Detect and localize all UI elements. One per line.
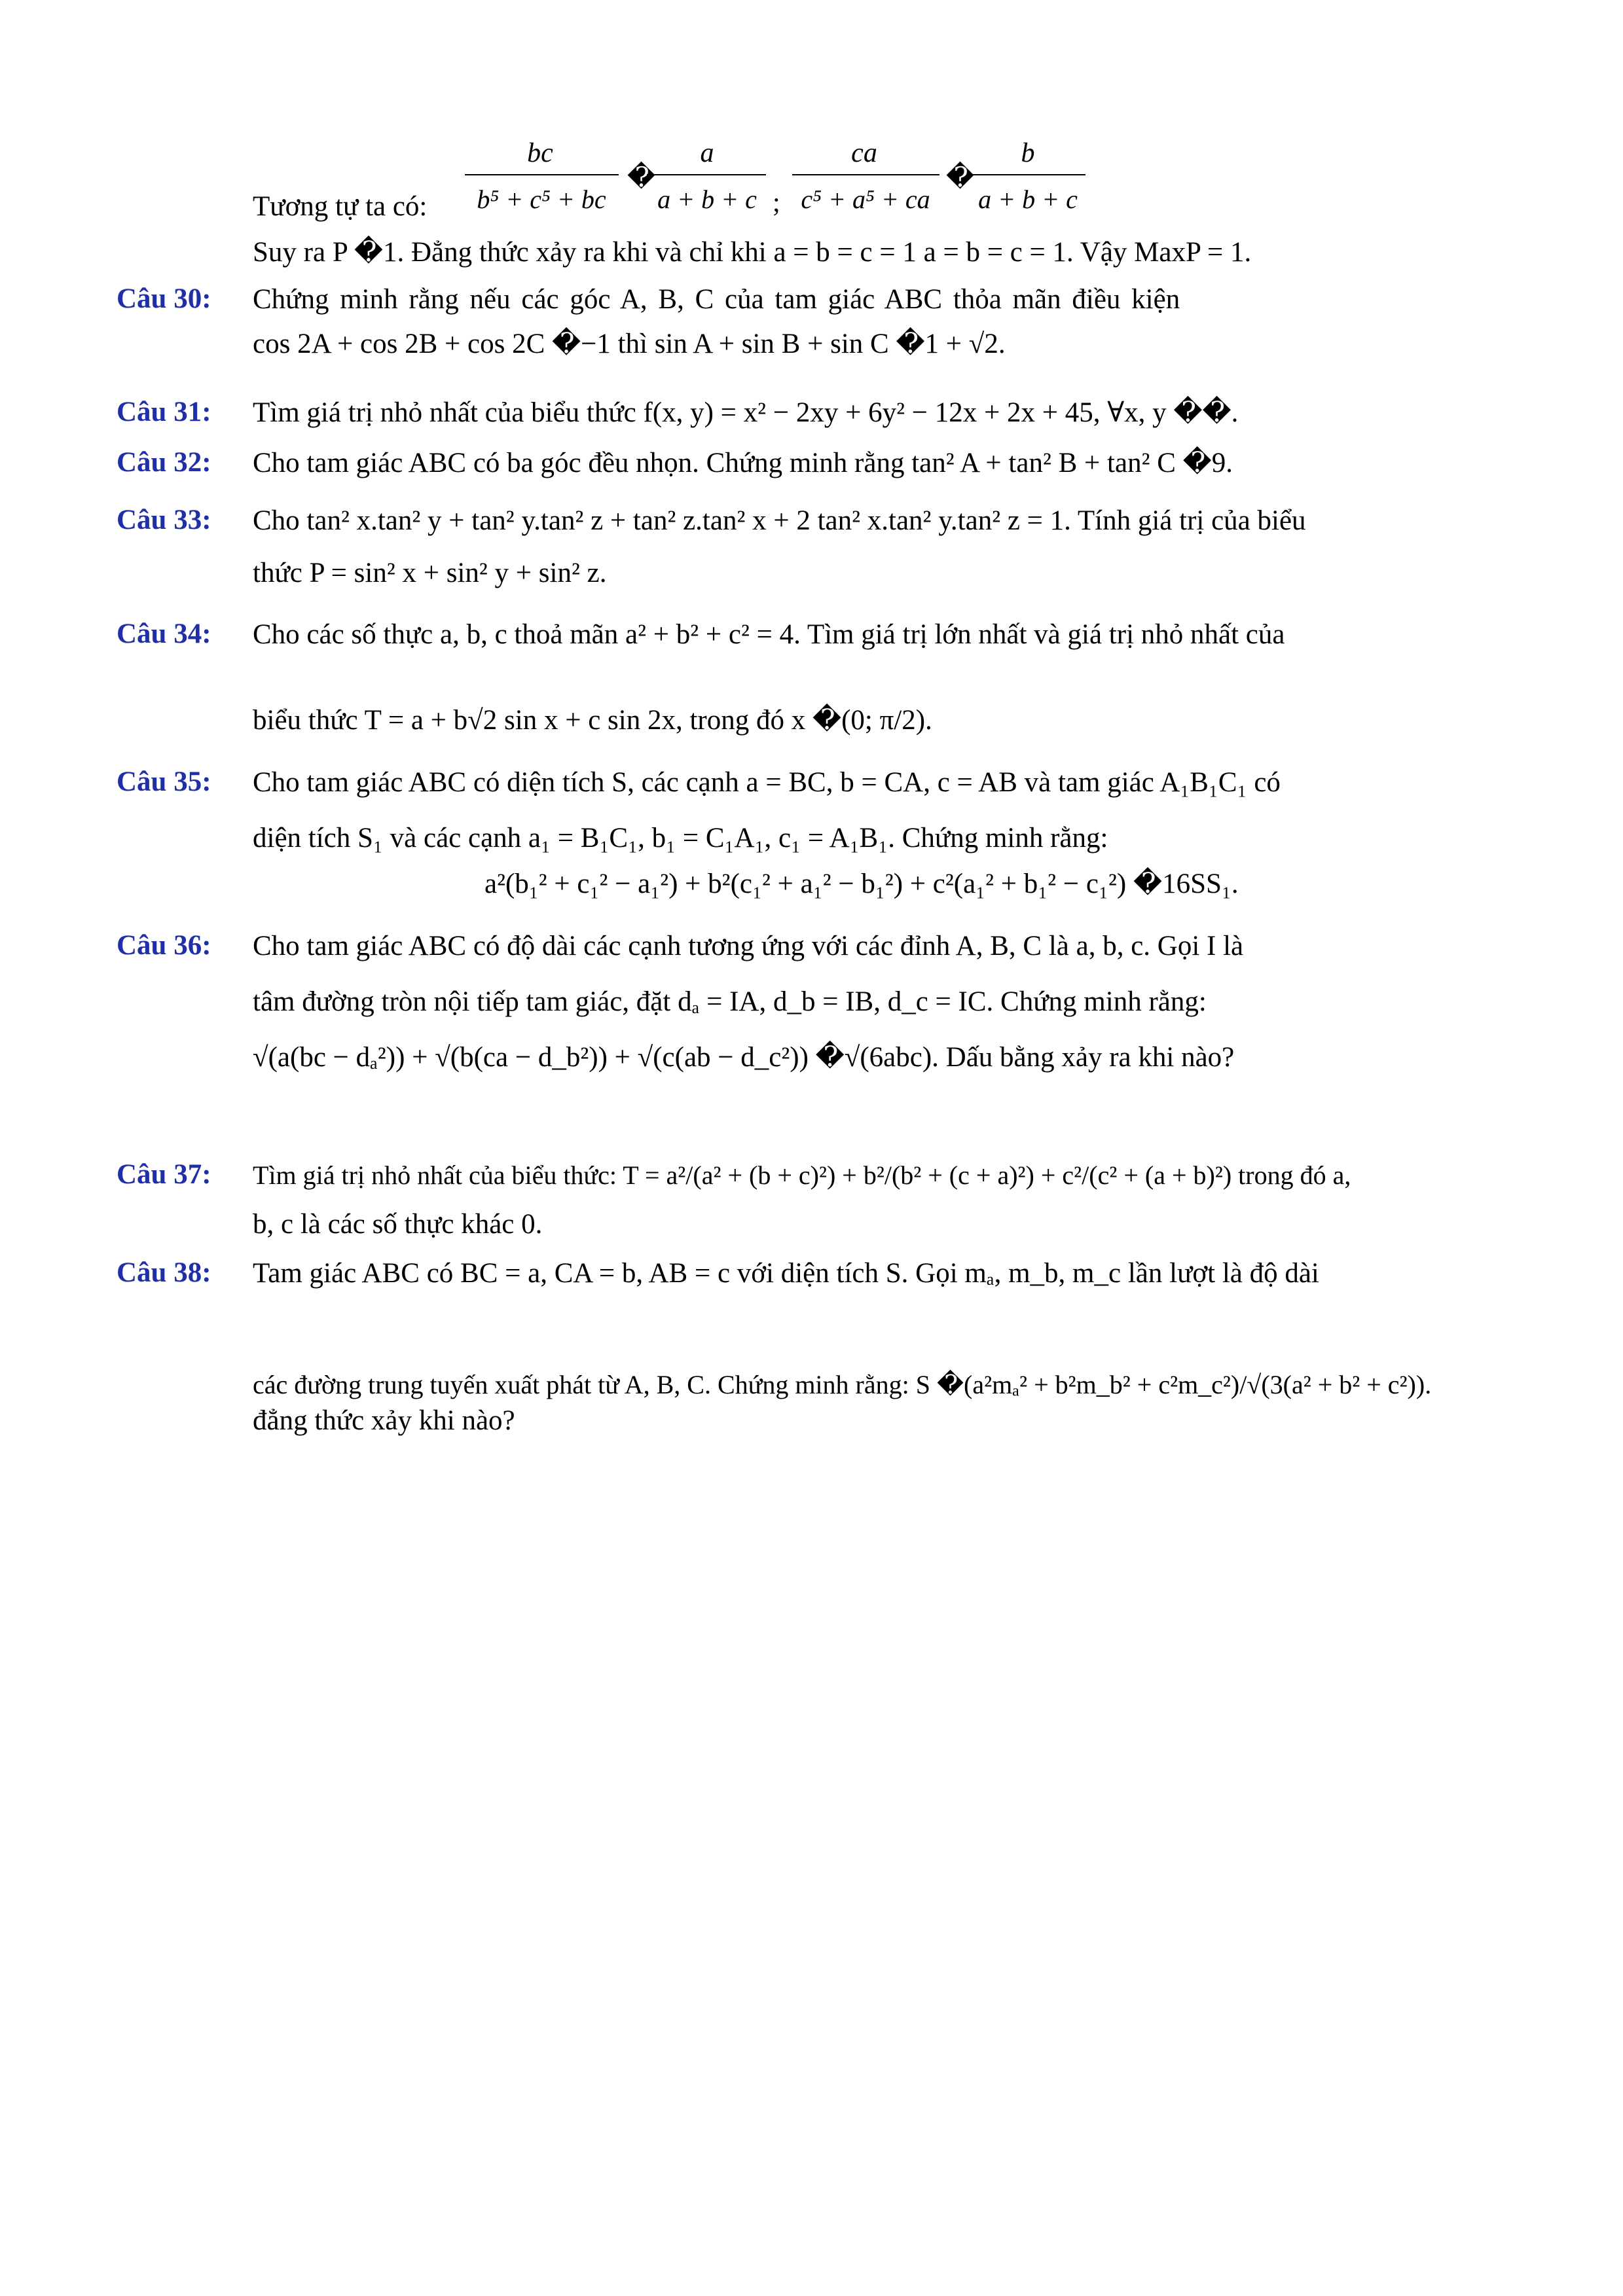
svg-text:�: � [946, 163, 975, 193]
question-text: Tìm giá trị nhỏ nhất của biểu thức: T = a²/(a² + (b + c)²) + b²/(b² + (c + a)²) + c²/(c² + (a + b)²) trong đó a, [253, 1160, 1351, 1190]
question-text: tâm đường tròn nội tiếp tam giác, đặt dₐ = IA, d_b = IB, d_c = IC. Chứng minh rằng: [253, 986, 1207, 1017]
question-text: biểu thức T = a + b√2 sin x + c sin 2x, trong đó x �(0; π/2). [253, 705, 932, 736]
question-text: √(a(bc − dₐ²)) + √(b(ca − d_b²)) + √(c(ab − d_c²)) �√(6abc). Dấu bằng xảy ra khi nào? [253, 1042, 1235, 1073]
question-text: Chứng minh rằng nếu các góc A, B, C của tam giác ABC thỏa mãn điều kiện [253, 284, 1180, 315]
question-text: cos 2A + cos 2B + cos 2C �−1 thì sin A + sin B + sin C �1 + √2. [253, 329, 1006, 359]
question-label: Câu 33: [117, 505, 211, 535]
frac2-num: a [700, 138, 714, 168]
question-text: Cho tam giác ABC có độ dài các cạnh tương ứng với các đỉnh A, B, C là a, b, c. Gọi I là [253, 931, 1244, 961]
question-text: Cho các số thực a, b, c thoả mãn a² + b² + c² = 4. Tìm giá trị lớn nhất và giá trị nhỏ nhất của [253, 619, 1285, 650]
frac3-num: ca [851, 138, 877, 168]
question-label: Câu 38: [117, 1257, 211, 1288]
question-text: Cho tam giác ABC có diện tích S, các cạnh a = BC, b = CA, c = AB và tam giác A₁B₁C₁ có [253, 767, 1281, 798]
question-text: Cho tam giác ABC có ba góc đều nhọn. Chứng minh rằng tan² A + tan² B + tan² C �9. [253, 448, 1233, 478]
frac2-den: a + b + c [657, 185, 757, 214]
question-label: Câu 31: [117, 397, 211, 427]
frac4-den: a + b + c [978, 185, 1078, 214]
intro-line1: Tương tự ta có: [253, 191, 428, 222]
question-text: b, c là các số thực khác 0. [253, 1209, 543, 1240]
frac1-den: b⁵ + c⁵ + bc [477, 185, 606, 214]
question-label: Câu 34: [117, 619, 211, 649]
question-label: Câu 30: [117, 283, 211, 314]
question-text: Cho tan² x.tan² y + tan² y.tan² z + tan² z.tan² x + 2 tan² x.tan² y.tan² z = 1. Tính giá trị của biểu [253, 505, 1306, 536]
question-text: các đường trung tuyến xuất phát từ A, B, C. Chứng minh rằng: S �(a²mₐ² + b²m_b² + c²m_c²)/√(3(a² + b² + c²)). [253, 1370, 1432, 1399]
frac3-den: c⁵ + a⁵ + ca [801, 185, 930, 214]
question-label: Câu 36: [117, 930, 211, 961]
question-text: Tìm giá trị nhỏ nhất của biểu thức f(x, y) = x² − 2xy + 6y² − 12x + 2x + 45, ∀x, y ��. [253, 397, 1239, 428]
question-label: Câu 32: [117, 447, 211, 478]
svg-text:�: � [627, 163, 656, 193]
question-text: diện tích S₁ và các cạnh a₁ = B₁C₁, b₁ = C₁A₁, c₁ = A₁B₁. Chứng minh rằng: [253, 823, 1108, 853]
intro-fraction-block [452, 134, 1093, 226]
question-text: đẳng thức xảy khi nào? [253, 1405, 515, 1436]
question-text: Tam giác ABC có BC = a, CA = b, AB = c với diện tích S. Gọi mₐ, m_b, m_c lần lượt là độ dài [253, 1258, 1319, 1289]
frac-separator: ; [773, 188, 780, 218]
frac1-num: bc [527, 138, 553, 168]
frac4-num: b [1021, 138, 1035, 168]
intro-line2: Suy ra P �1. Đẳng thức xảy ra khi và chỉ khi a = b = c = 1 a = b = c = 1. Vậy MaxP = 1. [253, 237, 1252, 268]
question-label: Câu 35: [117, 766, 211, 797]
question-text: a²(b₁² + c₁² − a₁²) + b²(c₁² + a₁² − b₁²) + c²(a₁² + b₁² − c₁²) �16SS₁. [484, 869, 1239, 899]
question-text: thức P = sin² x + sin² y + sin² z. [253, 558, 607, 588]
question-label: Câu 37: [117, 1159, 211, 1190]
